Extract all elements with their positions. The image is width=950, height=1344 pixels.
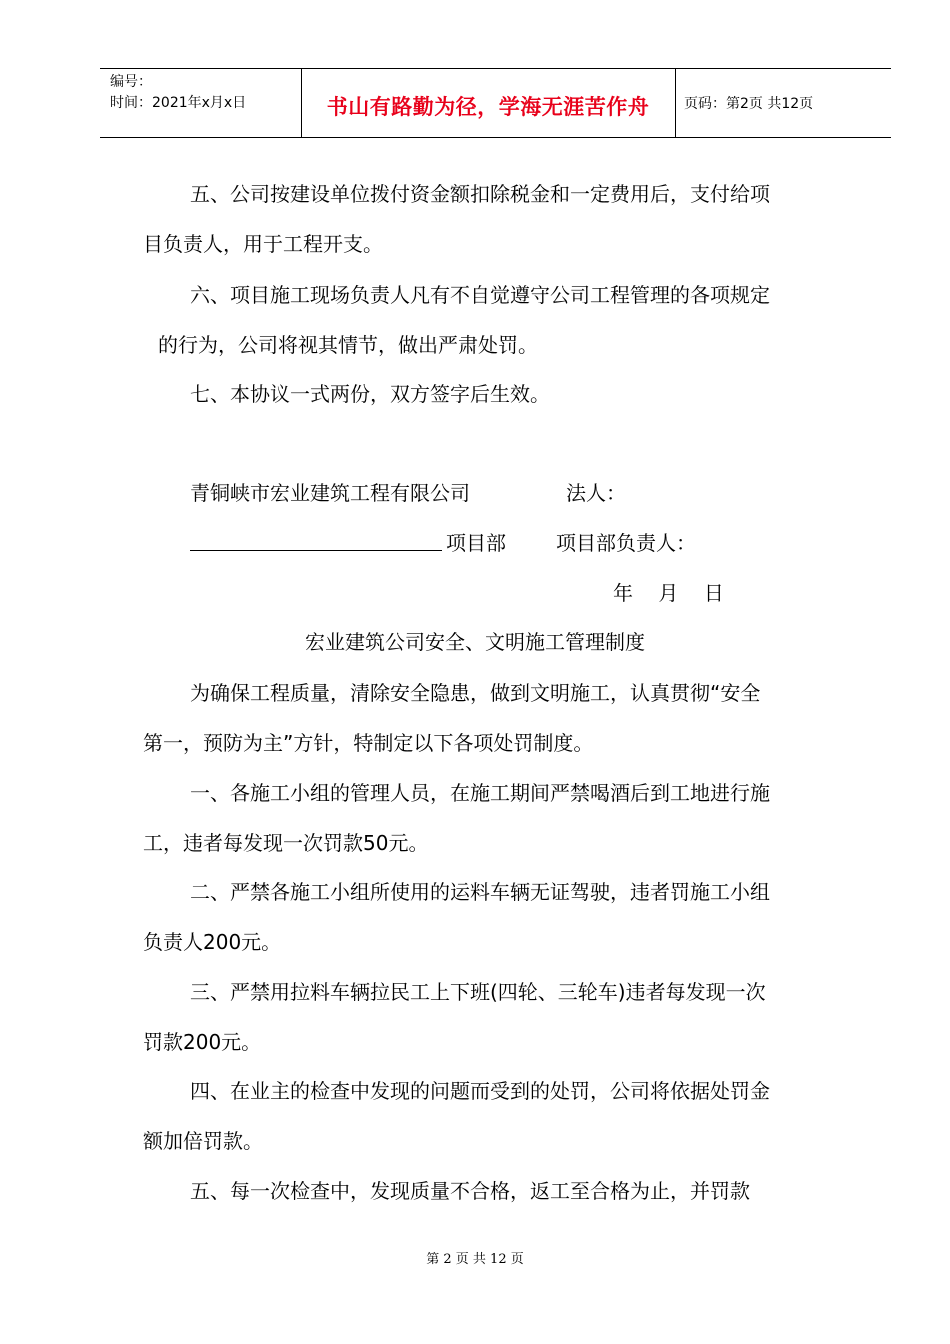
paragraph-line: 五、每一次检查中，发现质量不合格，返工至合格为止，并罚款 (190, 1179, 750, 1203)
paragraph-line: 四、在业主的检查中发现的问题而受到的处罚，公司将依据处罚金 (190, 1079, 770, 1103)
paragraph-line: 七、本协议一式两份，双方签字后生效。 (190, 382, 550, 406)
header-motto: 书山有路勤为径，学海无涯苦作舟 (326, 94, 650, 119)
document-time-label: 时间：2021年x月x日 (110, 95, 247, 111)
header-meta (110, 72, 246, 114)
paragraph-line: 二、严禁各施工小组所使用的运料车辆无证驾驶，违者罚施工小组 (190, 880, 770, 904)
paragraph-line: 六、项目施工现场负责人凡有不自觉遵守公司工程管理的各项规定 (190, 283, 770, 307)
page-footer: 第 2 页 共 12 页 (426, 1252, 524, 1267)
paragraph-line: 罚款200元。 (143, 1030, 262, 1054)
paragraph-line: 第一，预防为主”方针，特制定以下各项处罚制度。 (143, 731, 594, 755)
paragraph-line: 一、各施工小组的管理人员，在施工期间严禁喝酒后到工地进行施 (190, 781, 770, 805)
signature-project-leader: 项目部负责人： (556, 531, 696, 555)
paragraph-line: 目负责人，用于工程开支。 (143, 232, 383, 256)
header-divider (675, 69, 676, 137)
signature-date: 年 月 日 (613, 581, 724, 605)
document-number-label: 编号： (110, 74, 152, 90)
paragraph-line: 的行为，公司将视其情节，做出严肃处罚。 (158, 333, 538, 357)
paragraph-line: 五、公司按建设单位拨付资金额扣除税金和一定费用后，支付给项 (190, 182, 770, 206)
paragraph-line: 为确保工程质量，清除安全隐患，做到文明施工，认真贯彻“安全 (190, 681, 761, 705)
signature-blank-line (190, 550, 442, 551)
page-header (100, 68, 891, 138)
paragraph-line: 负责人200元。 (143, 930, 282, 954)
paragraph-line: 三、严禁用拉料车辆拉民工上下班(四轮、三轮车)违者每发现一次 (190, 980, 766, 1004)
paragraph-line: 工，违者每发现一次罚款50元。 (143, 831, 429, 855)
signature-project-dept: 项目部 (446, 531, 506, 555)
signature-legal-person: 法人： (566, 481, 626, 505)
section-title: 宏业建筑公司安全、文明施工管理制度 (305, 630, 645, 654)
header-page-info: 页码：第2页 共12页 (684, 96, 814, 112)
paragraph-line: 额加倍罚款。 (143, 1129, 263, 1153)
signature-company: 青铜峡市宏业建筑工程有限公司 (190, 481, 470, 505)
